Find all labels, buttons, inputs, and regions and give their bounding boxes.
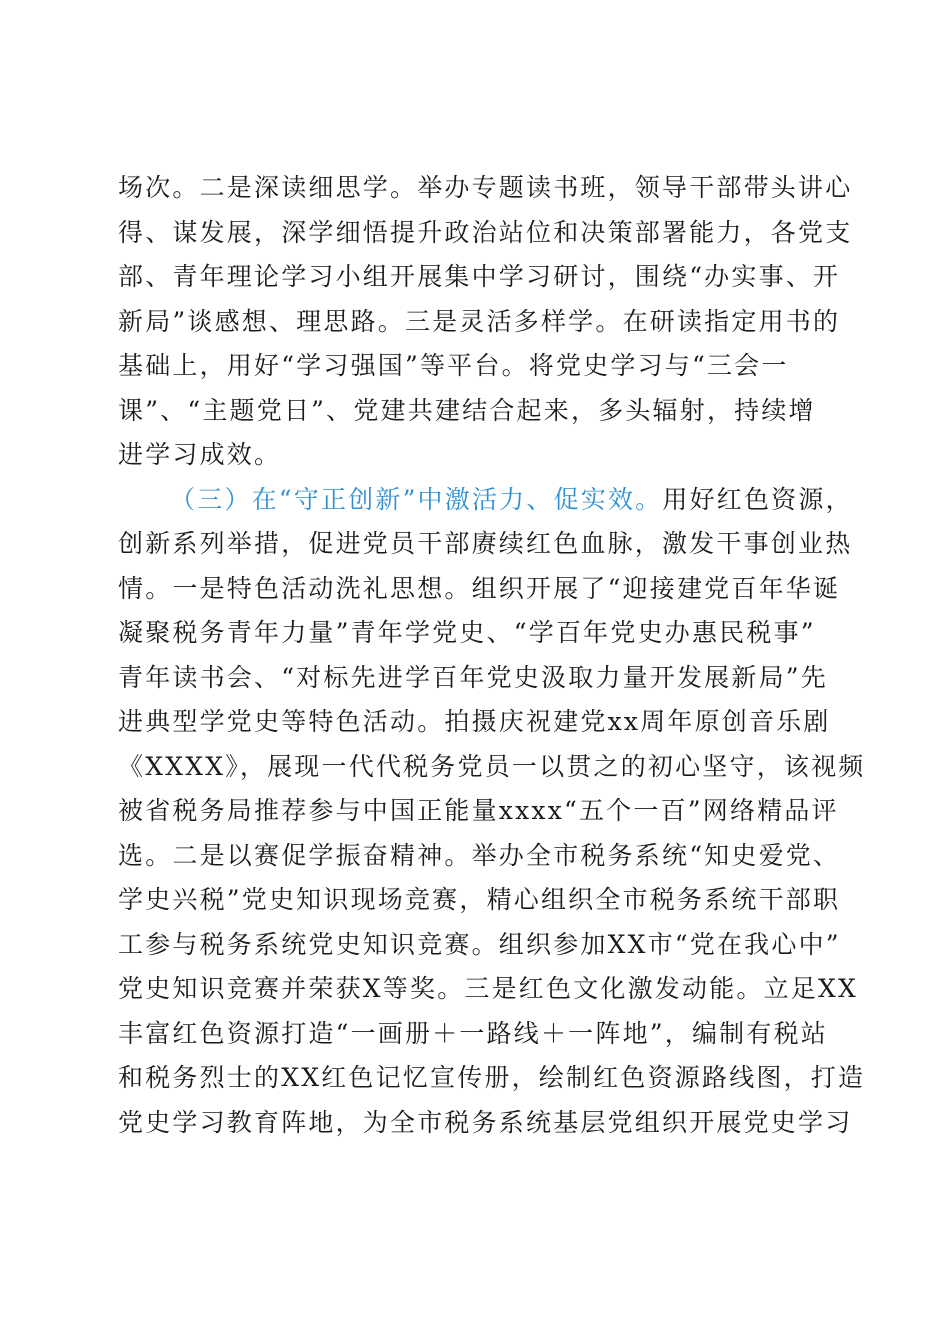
text-line: 被省税务局推荐参与中国正能量xxxx“五个一百”网络精品评 [118,796,839,825]
text-line: 部、青年理论学习小组开展集中学习研讨，围绕“办实事、开 [118,262,841,291]
text-line: 选。二是以赛促学振奋精神。举办全市税务系统“知史爱党、 [118,840,841,870]
text-line: 党史学习教育阵地，为全市税务系统基层党组织开展党史学习 [118,1107,853,1137]
heading-rest: 用好红色资源， [662,484,853,514]
text-line: 新局”谈感想、理思路。三是灵活多样学。在研读指定用书的 [118,306,841,336]
text-line: 学史兴税”党史知识现场竞赛，精心组织全市税务系统干部职 [118,885,841,914]
text-line: 丰富红色资源打造“一画册＋一路线＋一阵地”，编制有税站 [118,1018,828,1048]
text-line: 得、谋发展，深学细悟提升政治站位和决策部署能力，各党支 [118,217,853,247]
document-page [118,166,866,1145]
paragraph-2 [118,478,866,1146]
text-line: 课”、“主题党日”、党建共建结合起来，多头辐射，持续增 [118,395,816,425]
text-line: 和税务烈士的XX红色记忆宣传册，绘制红色资源路线图，打造 [118,1063,866,1092]
text-line: 情。一是特色活动洗礼思想。组织开展了“迎接建党百年华诞 [118,573,841,603]
text-line: 凝聚税务青年力量”青年学党史、“学百年党史办惠民税事” [118,618,816,647]
text-line: 党史知识竞赛并荣获X等奖。三是红色文化激发动能。立足XX [118,974,858,1003]
text-line: 青年读书会、“对标先进学百年党史汲取力量开发展新局”先 [118,662,828,692]
text-line: 场次。二是深读细思学。举办专题读书班，领导干部带头讲心 [118,173,853,202]
text-line: 进典型学党史等特色活动。拍摄庆祝建党xx周年原创音乐剧 [118,707,831,736]
paragraph-1 [118,166,853,478]
section-heading: （三）在“守正创新”中激活力、促实效。 [170,484,663,514]
text-line: 创新系列举措，促进党员干部赓续红色血脉，激发干事创业热 [118,529,853,558]
text-line-first [118,478,853,523]
text-line: 基础上，用好“学习强国”等平台。将党史学习与“三会一 [118,351,789,380]
text-line: 工参与税务系统党史知识竞赛。组织参加XX市“党在我心中” [118,929,841,959]
text-line: 进学习成效。 [118,440,282,469]
text-line: 《XXXX》，展现一代代税务党员一以贯之的初心坚守，该视频 [118,751,866,781]
